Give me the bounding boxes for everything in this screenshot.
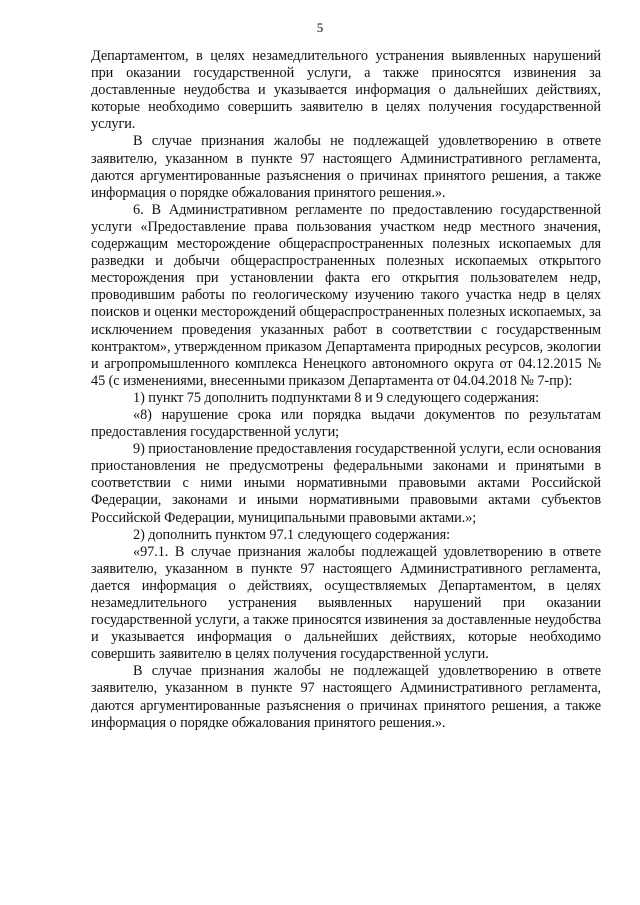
- document-body: [91, 48, 601, 732]
- page-number: 5: [316, 20, 324, 35]
- paragraph: В случае признания жалобы не подлежащей удовлетворению в ответе заявителю, указанном в пункте 97 настоящего Административного регламента, даются аргументированные разъяснения о причинах принятого решения, а также информация о порядке обжалования принятого решения.».: [91, 663, 601, 731]
- paragraph: «97.1. В случае признания жалобы подлежащей удовлетворению в ответе заявителю, указанном в пункте 97 настоящего Административного регламента, дается информация о действиях, осуществляемых Департаментом, в целях незамедлительного устранения выявленных нарушений при оказании государственной услуги, а также приносятся извинения за доставленные неудобства и указывается информация о дальнейших действиях, которые необходимо совершить заявителю в целях получения государственной услуги.: [91, 543, 601, 663]
- paragraph: «8) нарушение срока или порядка выдачи документов по результатам предоставления государственной услуги;: [91, 406, 601, 441]
- paragraph: В случае признания жалобы не подлежащей удовлетворению в ответе заявителю, указанном в пункте 97 настоящего Административного регламента, даются аргументированные разъяснения о причинах принятого решения, а также информация о порядке обжалования принятого решения.».: [91, 133, 601, 201]
- paragraph: 1) пункт 75 дополнить подпунктами 8 и 9 следующего содержания:: [133, 389, 540, 406]
- paragraph: 6. В Административном регламенте по предоставлению государственной услуги «Предоставление права пользования участком недр местного значения, содержащим месторождение общераспространенных полезных ископаемых для разведки и добычи общераспространенных полезных ископаемых открытого месторождения при установлении факта его открытия пользователем недр, проводившим работы по геологическому изучению такого участка недр в целях поисков и оценки месторождений общераспространенных полезных ископаемых, за исключением проведения указанных работ в соответствии с государственным контрактом», утвержденном приказом Департамента природных ресурсов, экологии и агропромышленного комплекса Ненецкого автономного округа от 04.12.2015 № 45 (с изменениями, внесенными приказом Департамента от 04.04.2018 № 7-пр):: [91, 201, 601, 389]
- paragraph: Департаментом, в целях незамедлительного устранения выявленных нарушений при оказании государственной услуги, а также приносятся извинения за доставленные неудобства и указывается информация о дальнейших действиях, которые необходимо совершить заявителю в целях получения государственной услуги.: [91, 48, 601, 133]
- paragraph: 2) дополнить пунктом 97.1 следующего содержания:: [133, 526, 451, 543]
- paragraph: 9) приостановление предоставления государственной услуги, если основания приостановления не предусмотрены федеральными законами и принятыми в соответствии с ними иными нормативными правовыми актами Российской Федерации, законами и иными нормативными правовыми актами субъектов Российской Федерации, муниципальными правовыми актами.»;: [91, 441, 601, 526]
